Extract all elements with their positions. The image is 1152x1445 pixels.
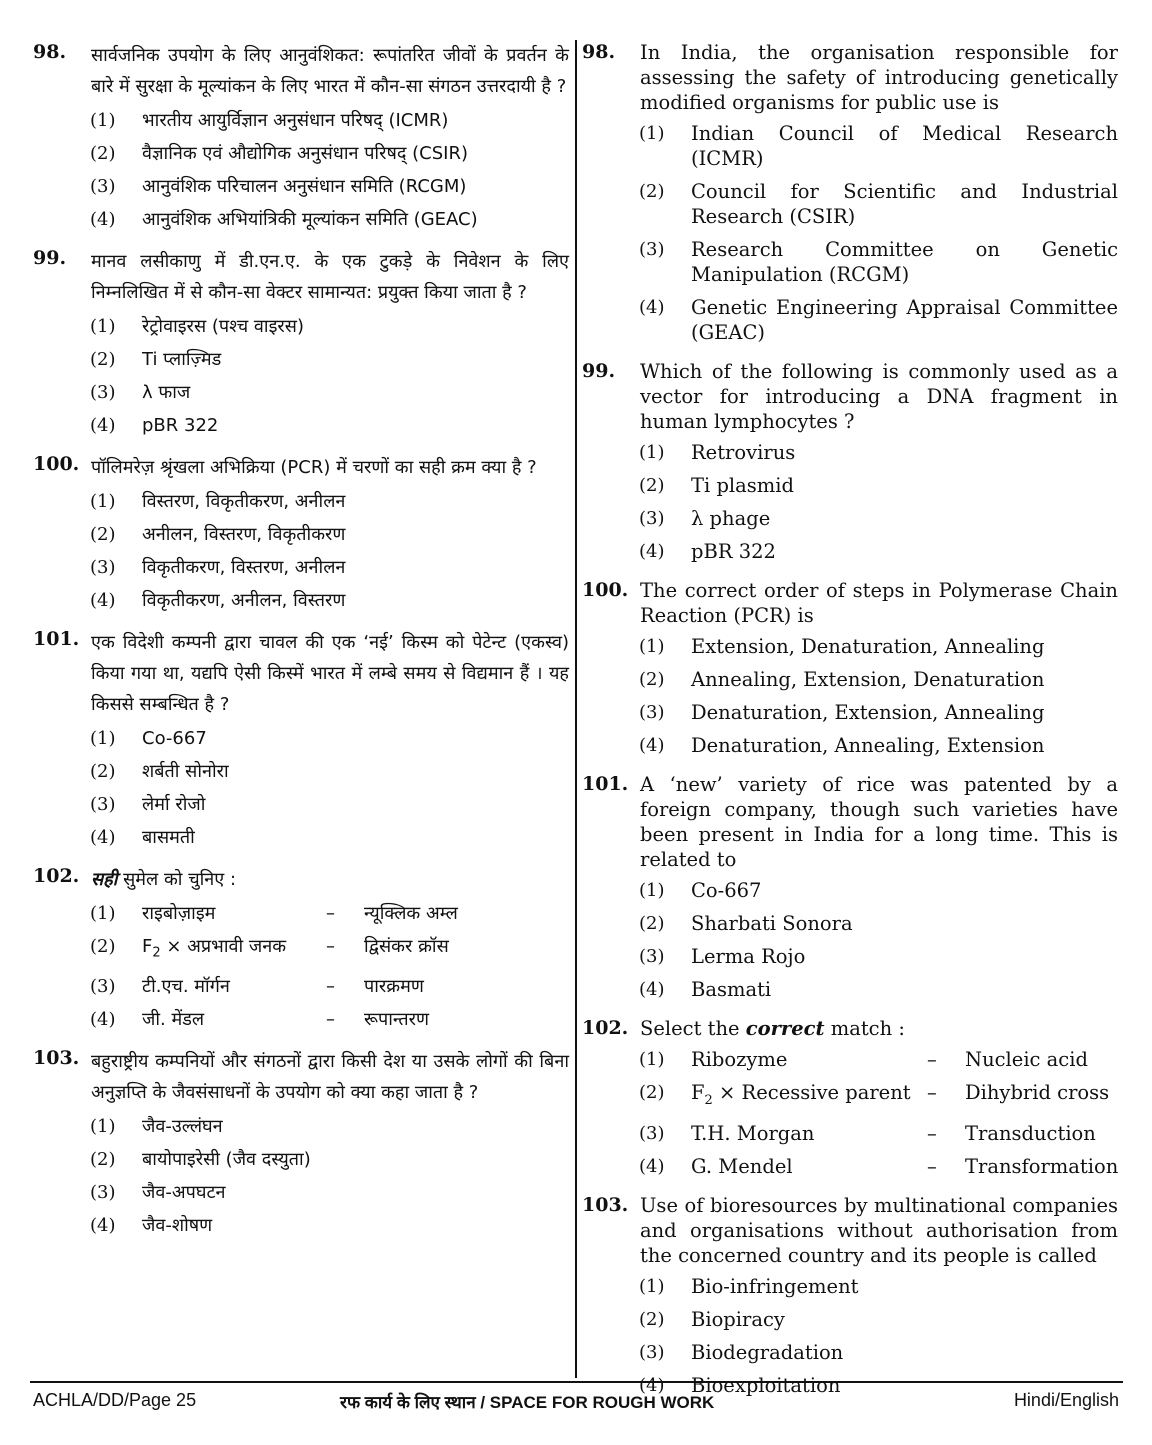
option: (3) विकृतीकरण, विस्तरण, अनीलन [90,557,346,578]
option: (2) अनीलन, विस्तरण, विकृतीकरण [90,524,346,545]
option: (4) Basmati [639,978,772,1001]
question-103-english [582,1193,1118,1398]
match-option: (4) G. Mendel – Transformation [639,1154,1119,1178]
option: (2) Biopiracy [639,1307,785,1331]
match-option: (4) जी. मेंडल – रूपान्तरण [90,1008,430,1030]
question-number: 103. [582,1193,629,1216]
option: (1) Retrovirus [639,441,796,464]
option: (4) Denaturation, Annealing, Extension [639,734,1045,757]
option: (1) Co-667 [639,879,762,902]
english-column [582,40,1118,1412]
question-stem: बहुराष्ट्रीय कम्पनियों और संगठनों द्वारा किसी देश या उसके लोगों की बिना अनुज्ञप्ति के जैवसंसाधनों के उपयोग को क्या कहा जाता है ? [91,1050,569,1103]
option: (3) जैव-अपघटन [90,1181,226,1203]
question-number: 102. [582,1017,629,1039]
question-number: 100. [582,579,629,601]
option: (4) जैव-शोषण [90,1214,213,1236]
question-number: 100. [33,453,80,475]
option: (4) विकृतीकरण, अनीलन, विस्तरण [90,590,346,611]
question-stem: In India, the organisation responsible for assessing the safety of introducing genetically modified organisms for public use is [640,41,1118,114]
question-number: 98. [582,41,616,63]
question-stem: Select the correct match : [640,1017,905,1040]
question-stem: The correct order of steps in Polymerase Chain Reaction (PCR) is [640,579,1118,627]
question-101-english [582,772,1118,1002]
hindi-column [33,40,569,1252]
question-102-hindi [33,864,569,1032]
match-option: (1) राइबोज़ाइम – न्यूक्लिक अम्ल [90,903,458,924]
option: (4) Bioexploitation [639,1373,841,1397]
rough-work-label: रफ कार्य के लिए स्थान / SPACE FOR ROUGH WORK [340,1393,715,1412]
question-stem: एक विदेशी कम्पनी द्वारा चावल की एक ‘नई’ किस्म को पेटेन्ट (एकस्व) किया गया था, यद्यपि ऐसी किस्में भारत में लम्बे समय से विद्यमान हैं । यह किससे सम्बन्धित है ? [91,632,569,715]
match-option: (3) T.H. Morgan – Transduction [639,1121,1096,1145]
option: (1) भारतीय आयुर्विज्ञान अनुसंधान परिषद् (ICMR) [90,110,449,131]
option: (3) Research Committee on Genetic Manipulation (RCGM) [639,238,1118,286]
question-number: 98. [33,41,67,63]
option: (2) वैज्ञानिक एवं औद्योगिक अनुसंधान परिषद् (CSIR) [90,143,468,164]
option: (4) बासमती [90,827,195,848]
question-102-english [582,1016,1118,1179]
question-stem: Use of bioresources by multinational companies and organisations without authorisation from the concerned country and its people is called [640,1193,1118,1267]
match-option: (3) टी.एच. मॉर्गन – पारक्रमण [90,975,424,997]
option: (1) Bio-infringement [639,1274,859,1298]
option: (1) Extension, Denaturation, Annealing [639,635,1045,658]
question-stem: A ‘new’ variety of rice was patented by a foreign company, though such varieties have been present in India for a long time. This is related to [640,773,1118,871]
option: (3) Lerma Rojo [639,945,806,968]
question-98-hindi [33,40,569,232]
question-stem: पॉलिमरेज़ श्रृंखला अभिक्रिया (PCR) में चरणों का सही क्रम क्या है ? [91,457,537,478]
question-100-english [582,578,1118,758]
option: (2) Ti प्लाज़्मिड [90,349,222,370]
option: (1) Co-667 [90,728,207,749]
option: (3) आनुवंशिक परिचालन अनुसंधान समिति (RCGM) [90,176,467,197]
option: (2) Council for Scientific and Industrial Research (CSIR) [639,180,1118,228]
option: (2) शर्बती सोनोरा [90,761,229,782]
page-code: ACHLA/DD/Page 25 [33,1390,197,1410]
question-number: 102. [33,865,80,887]
question-stem: सार्वजनिक उपयोग के लिए आनुवंशिकत: रूपांतरित जीवों के प्रवर्तन के बारे में सुरक्षा के मूल्यांकन के लिए भारत में कौन-सा संगठन उत्तरदायी है ? [91,45,569,97]
option: (3) Biodegradation [639,1340,844,1364]
question-100-hindi [33,452,569,613]
page-footer [33,1390,1119,1414]
option: (3) Denaturation, Extension, Annealing [639,701,1045,724]
question-number: 99. [33,247,67,269]
option: (2) Annealing, Extension, Denaturation [639,668,1045,691]
question-stem: Which of the following is commonly used as a vector for introducing a DNA fragment in human lymphocytes ? [640,360,1118,433]
column-divider [575,40,577,1378]
question-number: 99. [582,360,616,382]
option: (1) रेट्रोवाइरस (पश्च वाइरस) [90,316,304,337]
question-99-hindi [33,246,569,438]
question-103-hindi [33,1046,569,1238]
match-option: (2) $F_2$ × अप्रभावी जनक – द्विसंकर क्रॉस [90,936,449,961]
option: (2) Sharbati Sonora [639,912,853,935]
match-option: (1) Ribozyme – Nucleic acid [639,1048,1088,1071]
option: (1) विस्तरण, विकृतीकरण, अनीलन [90,491,346,512]
option: (2) Ti plasmid [639,474,795,497]
question-99-english [582,359,1118,564]
match-option: (2) $F_2$ × Recessive parent – Dihybrid cross [639,1081,1110,1108]
question-stem: मानव लसीकाणु में डी.एन.ए. के एक टुकड़े के निवेशन के लिए निम्नलिखित में से कौन-सा वेक्टर सामान्यत: प्रयुक्त किया जाता है ? [91,251,569,303]
option: (4) pBR 322 [639,540,776,563]
option: (3) λ phage [639,507,771,530]
language-label: Hindi/English [1013,1390,1119,1410]
option: (3) लेर्मा रोजो [90,794,206,815]
option: (4) Genetic Engineering Appraisal Committee (GEAC) [639,296,1118,344]
option: (4) pBR 322 [90,415,219,436]
option: (4) आनुवंशिक अभियांत्रिकी मूल्यांकन समिति (GEAC) [90,209,478,230]
question-number: 101. [33,628,80,650]
option: (3) λ फाज [90,382,191,403]
question-101-hindi [33,627,569,850]
question-number: 101. [582,773,629,795]
option: (2) बायोपाइरेसी (जैव दस्युता) [90,1148,311,1170]
question-98-english [582,40,1118,345]
question-number: 103. [33,1046,80,1069]
option: (1) Indian Council of Medical Research (ICMR) [639,122,1118,170]
option: (1) जैव-उल्लंघन [90,1115,223,1137]
question-stem: सही सुमेल को चुनिए : [91,869,237,890]
